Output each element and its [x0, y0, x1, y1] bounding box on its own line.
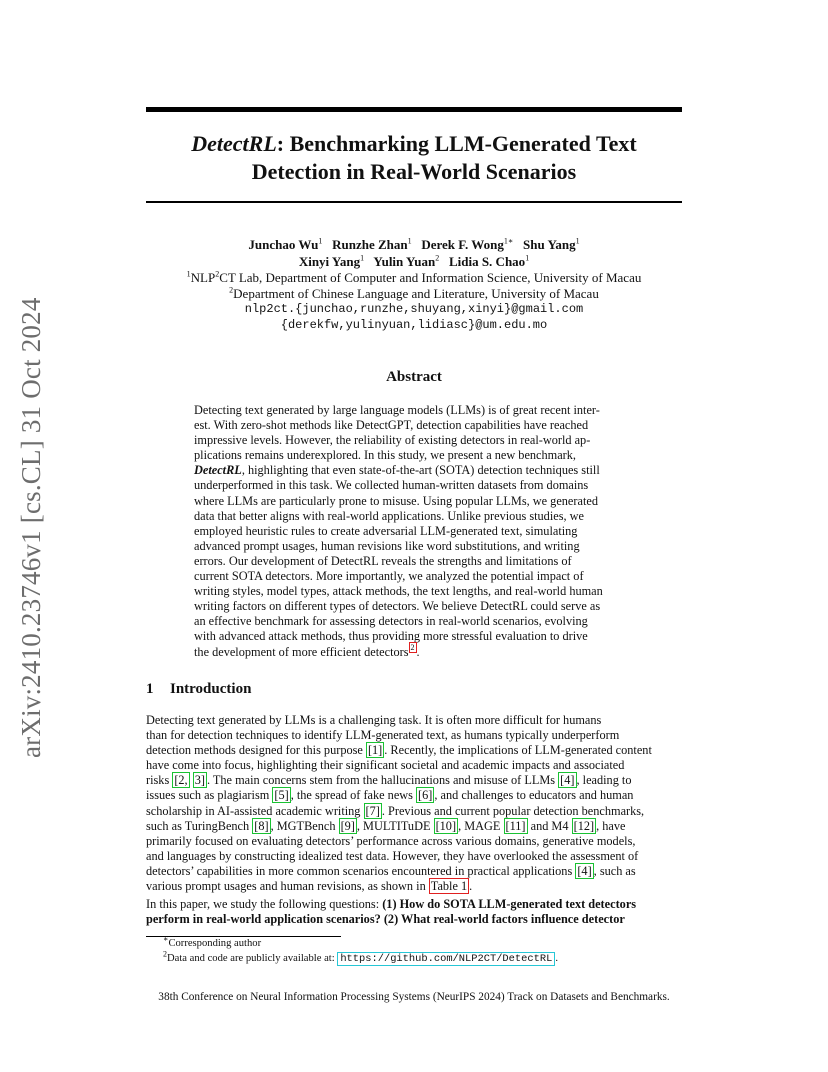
body-text: risks: [146, 773, 173, 788]
footnote-2: [163, 949, 558, 965]
body-line: Detecting text generated by LLMs is a challenging task. It is often more difficult for humans: [146, 713, 602, 727]
citation-link[interactable]: 3]: [194, 773, 205, 788]
citation-link[interactable]: [1]: [367, 743, 383, 758]
research-question: (1) How do SOTA LLM-generated text detectors: [382, 897, 637, 911]
body-text: . Recently, the implications of LLM-generated content: [384, 743, 652, 758]
abstract-line: writing styles, model types, attack methods, the text lengths, and real-world human: [194, 584, 603, 599]
body-line: [146, 804, 684, 819]
abstract-line: errors. Our development of DetectRL reveals the strengths and limitations of: [194, 553, 572, 568]
body-text: , have: [596, 818, 626, 833]
title-top-rule: [146, 107, 682, 112]
title-line2: Detection in Real-World Scenarios: [251, 159, 577, 184]
section-heading: [146, 681, 251, 698]
citation-link[interactable]: [9]: [340, 818, 355, 833]
citation-link[interactable]: [6]: [418, 788, 433, 803]
body-line: [146, 864, 684, 879]
abstract-text: .: [416, 644, 420, 659]
author: Runzhe Zhan: [332, 237, 408, 252]
citation-link[interactable]: [4]: [577, 863, 592, 878]
author-affiliation-mark: 2: [435, 253, 440, 263]
body-line: than for detection techniques to identify LLM-generated text, as humans typically underperform: [146, 728, 620, 743]
title-bottom-rule: [146, 201, 682, 203]
body-text: detection methods designed for this purpose: [146, 743, 366, 758]
abstract-line: [194, 463, 634, 478]
abstract-line: an effective benchmark for assessing detectors in real-world scenarios, evolving: [194, 614, 588, 629]
body-text: , such as: [593, 863, 636, 878]
citation-link[interactable]: [10]: [435, 818, 457, 833]
footnote-text: .: [555, 953, 558, 964]
abstract-line: Detecting text generated by large language models (LLMs) is of great recent inter-: [194, 403, 600, 417]
footnote-1: [163, 934, 262, 949]
footnote-text: Data and code are publicly available at:: [167, 953, 338, 964]
author-affiliation-mark: 1∗: [503, 236, 514, 246]
author-affiliation-mark: 1: [407, 236, 412, 246]
affiliation-text: Department of Chinese Language and Literature, University of Macau: [233, 286, 599, 301]
body-text: , and challenges to educators and human: [434, 788, 634, 803]
author: Derek F. Wong: [421, 237, 504, 252]
abstract-line: current SOTA detectors. More importantly, we analyzed the potential impact of: [194, 569, 584, 584]
abstract-line: with advanced attack methods, thus providing more stressful evaluation to drive: [194, 629, 588, 644]
title-prefix: DetectRL: [191, 131, 277, 156]
table-reference-link[interactable]: Table 1: [430, 879, 468, 894]
body-text: . Previous and current popular detection benchmarks,: [381, 803, 645, 818]
body-text: various prompt usages and human revisions, as shown in: [146, 879, 429, 894]
body-text: , MAGE: [458, 818, 504, 833]
affiliation-1: [146, 270, 682, 286]
body-line: [146, 788, 684, 803]
author: Shu Yang: [523, 237, 576, 252]
abstract-line: [194, 645, 634, 660]
body-text: , the spread of fake news: [290, 788, 417, 803]
author-line-2: [146, 254, 682, 270]
footnote-link[interactable]: 2: [410, 643, 415, 653]
body-line: primarily focused on evaluating detectors’ performance across various domains, generative models,: [146, 833, 636, 848]
citation-link[interactable]: [4]: [560, 773, 575, 788]
author: Junchao Wu: [248, 237, 319, 252]
citation-link[interactable]: [5]: [274, 788, 289, 803]
affiliation-text: CT Lab, Department of Computer and Information Science, University of Macau: [219, 270, 642, 285]
affiliation-mark: 2: [229, 285, 234, 295]
abstract-line: impressive levels. However, the reliability of existing detectors in real-world ap-: [194, 433, 591, 448]
body-line: and languages by constructing idealized test data. However, they have overlooked the assessment of: [146, 848, 639, 863]
citation-link[interactable]: [7]: [365, 803, 380, 818]
citation-link[interactable]: [8]: [254, 818, 269, 833]
body-text: , MULTITuDE: [356, 818, 434, 833]
body-line: [146, 773, 684, 788]
affiliation-text: NLP: [190, 270, 216, 285]
affiliation-mark: 1: [186, 269, 191, 279]
footnote-mark: 2: [163, 949, 167, 959]
body-text: issues such as plagiarism: [146, 788, 273, 803]
arxiv-identifier: arXiv:2410.23746v1 [cs.CL] 31 Oct 2024: [16, 297, 46, 758]
paper-title: [146, 130, 682, 186]
affiliation-2: [146, 286, 682, 302]
author-affiliation-mark: 1: [360, 253, 365, 263]
abstract-line: writing factors on different types of detectors. We believe DetectRL could serve as: [194, 599, 601, 614]
body-text: In this paper, we study the following questions:: [146, 897, 383, 911]
author: Yulin Yuan: [373, 254, 436, 269]
citation-link[interactable]: [2,: [174, 773, 188, 788]
footnote-text: Corresponding author: [168, 938, 262, 949]
body-text: .: [469, 879, 473, 894]
author-affiliation-mark: 1: [318, 236, 323, 246]
author-affiliation-mark: 1: [575, 236, 580, 246]
section-number: 1: [146, 681, 154, 697]
abstract-text: the development of more efficient detectors: [194, 644, 409, 659]
section-title: Introduction: [170, 681, 252, 697]
title-line1: : Benchmarking LLM-Generated Text: [276, 131, 637, 156]
body-text: such as TuringBench: [146, 818, 253, 833]
body-line: [146, 897, 684, 912]
body-text: . The main concerns stem from the hallucinations and misuse of LLMs: [206, 773, 559, 788]
abstract-line: underperformed in this task. We collected human-written datasets from domains: [194, 478, 589, 493]
body-text: , MGTBench: [270, 818, 339, 833]
author: Lidia S. Chao: [448, 254, 526, 269]
citation-link[interactable]: [11]: [505, 818, 526, 833]
abstract-line: data that better aligns with real-world applications. Unlike previous studies, we: [194, 508, 584, 523]
abstract-line: plications remains underexplored. In this study, we present a new benchmark,: [194, 448, 577, 463]
footnote-mark: ∗: [163, 934, 169, 944]
abstract-line: advanced prompt usages, human revisions like word substitutions, and writing: [194, 538, 580, 553]
abstract-line: employed heuristic rules to create adversarial LLM-generated text, simulating: [194, 523, 578, 538]
intro-paragraph-2: [146, 897, 684, 927]
body-text: , leading to: [576, 773, 632, 788]
body-text: scholarship in AI-assisted academic writing: [146, 803, 364, 818]
body-line: [146, 743, 684, 758]
body-line: have come into focus, highlighting their significant societal and academic impacts and associated: [146, 758, 625, 773]
body-line: [146, 819, 684, 834]
abstract-heading: Abstract: [386, 369, 442, 385]
intro-paragraph-1: [146, 713, 684, 894]
code-url-link[interactable]: https://github.com/NLP2CT/DetectRL: [337, 952, 555, 966]
affiliation-mark: 2: [215, 269, 220, 279]
benchmark-name: DetectRL: [194, 463, 242, 478]
conference-footer: 38th Conference on Neural Information Processing Systems (NeurIPS 2024) Track on Datasets and Benchmarks.: [158, 991, 670, 1003]
abstract-line: where LLMs are particularly prone to misuse. Using popular LLMs, we generated: [194, 493, 598, 508]
body-text: detectors’ capabilities in more common scenarios encountered in practical applications: [146, 863, 576, 878]
abstract-body: [194, 403, 634, 660]
citation-link[interactable]: [12]: [573, 818, 595, 833]
email-line-1: nlp2ct.{junchao,runzhe,shuyang,xinyi}@gmail.com: [244, 302, 584, 316]
email-line-2: {derekfw,yulinyuan,lidiasc}@um.edu.mo: [280, 318, 548, 332]
abstract-line: est. With zero-shot methods like DetectGPT, detection capabilities have reached: [194, 418, 589, 433]
footnote-rule: [146, 936, 341, 937]
author-affiliation-mark: 1: [525, 253, 530, 263]
research-question: perform in real-world application scenarios? (2) What real-world factors influence detector: [146, 912, 625, 927]
author-line-1: [146, 237, 682, 253]
body-text: and M4: [527, 818, 572, 833]
body-line: [146, 879, 684, 894]
abstract-text: , highlighting that even state-of-the-art (SOTA) detection techniques still: [241, 463, 600, 478]
author: Xinyi Yang: [298, 254, 361, 269]
body-line: [146, 912, 684, 927]
